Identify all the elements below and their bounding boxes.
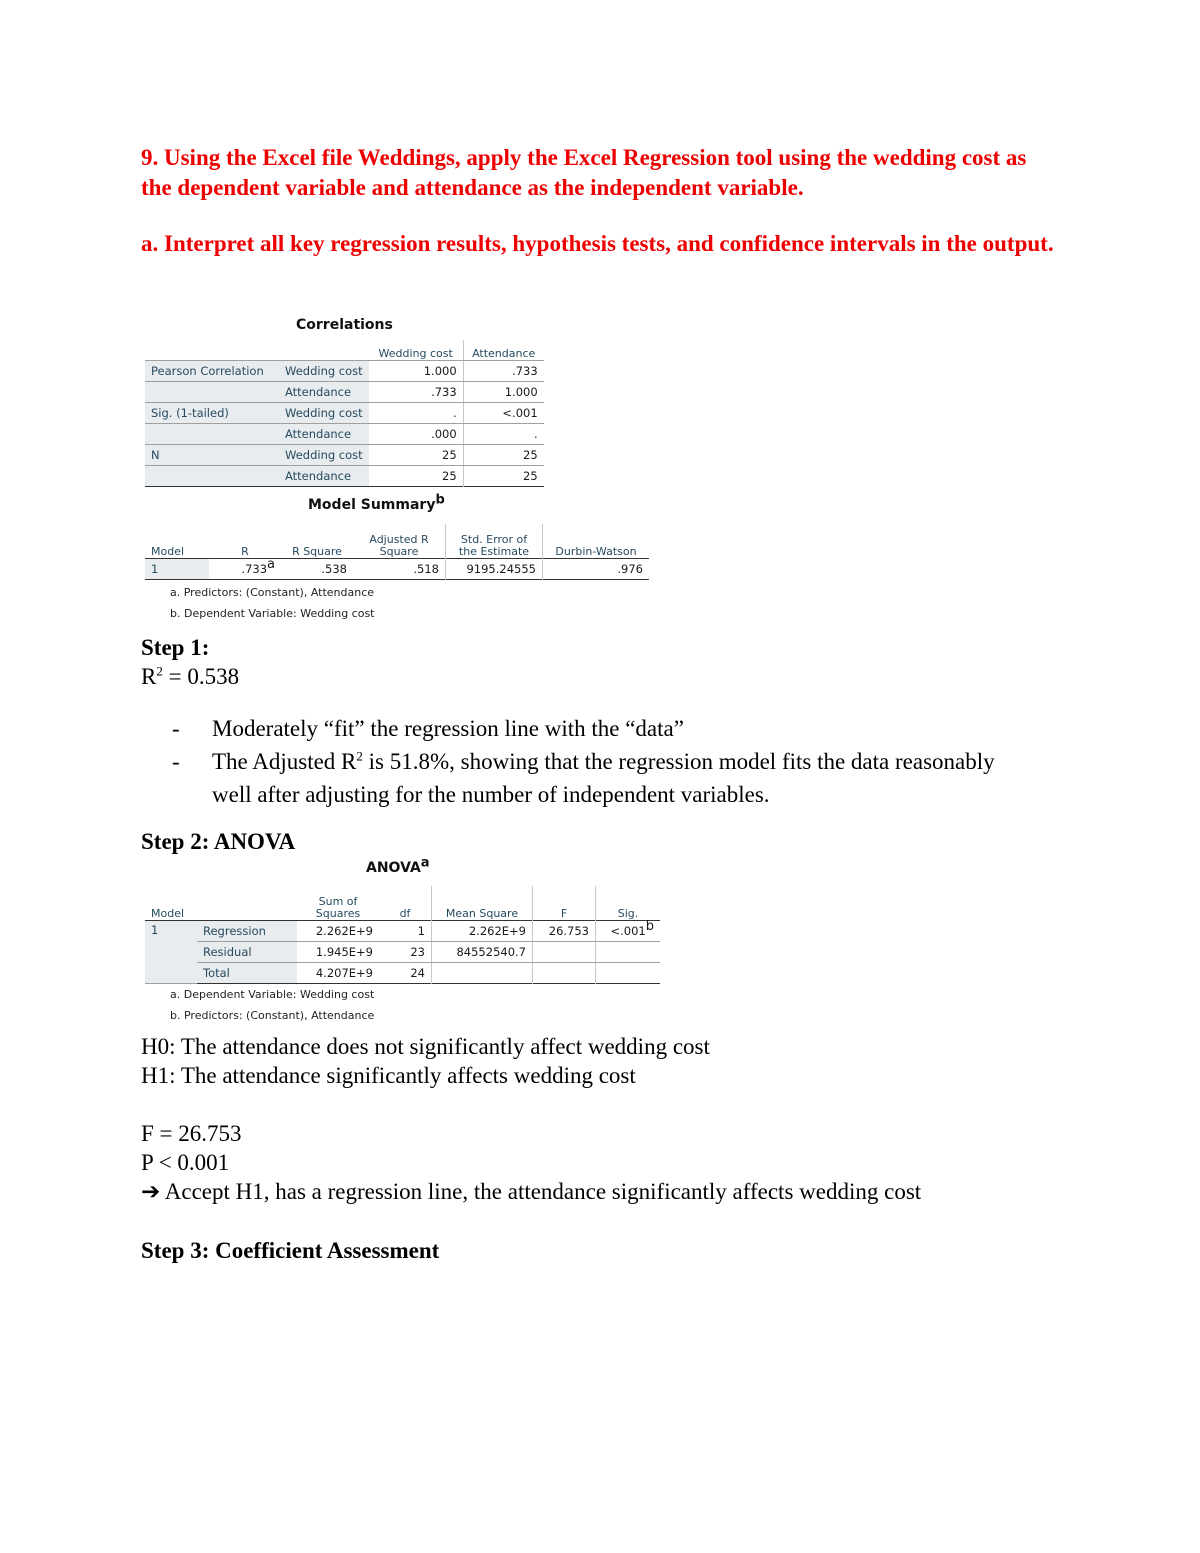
corr-group-label bbox=[145, 466, 279, 487]
corr-cell: <.001 bbox=[463, 403, 544, 424]
anova-ms: 2.262E+9 bbox=[432, 921, 533, 942]
anova-footnote-b: b. Predictors: (Constant), Attendance bbox=[170, 1009, 375, 1022]
anova-footnote-a: a. Dependent Variable: Wedding cost bbox=[170, 988, 375, 1001]
corr-var-label: Wedding cost bbox=[279, 445, 369, 466]
ms-header-durbin-watson: Durbin-Watson bbox=[543, 524, 650, 559]
anova-caption-sup: a bbox=[420, 855, 430, 871]
model-summary-table bbox=[145, 524, 649, 580]
anova-sig bbox=[596, 921, 661, 942]
result-p-value: P < 0.001 bbox=[141, 1150, 230, 1175]
corr-header-wedding-cost: Wedding cost bbox=[369, 340, 464, 361]
anova-caption bbox=[366, 855, 430, 876]
conclusion-text: Accept H1, has a regression line, the attendance significantly affects wedding cost bbox=[160, 1179, 922, 1204]
bullet-dash: - bbox=[172, 749, 180, 774]
anova-model-number: 1 bbox=[145, 921, 197, 984]
anova-sig bbox=[596, 942, 661, 963]
r2-value: = 0.538 bbox=[168, 664, 240, 689]
bullet-text: The Adjusted R bbox=[212, 749, 357, 774]
corr-var-label: Attendance bbox=[279, 466, 369, 487]
ms-header-std-error: Std. Error of the Estimate bbox=[446, 524, 543, 559]
corr-cell: 25 bbox=[369, 445, 464, 466]
corr-group-label: N bbox=[145, 445, 279, 466]
ms-r-sup: a bbox=[267, 557, 275, 573]
ms-header-model: Model bbox=[151, 545, 185, 558]
anova-row-label: Residual bbox=[197, 942, 297, 963]
anova-sig-sup: b bbox=[645, 919, 654, 935]
step2-heading: Step 2: ANOVA bbox=[141, 829, 296, 854]
anova-sig-text: <.001 bbox=[610, 924, 646, 938]
corr-cell: 25 bbox=[463, 445, 544, 466]
anova-df: 24 bbox=[410, 966, 425, 980]
question-title: 9. Using the Excel file Weddings, apply the Excel Regression tool using the wedding cost as the dependent variable and attendance as the independent variable. bbox=[141, 145, 1027, 200]
ms-header-adjusted-r-square: Adjusted R Square bbox=[369, 533, 429, 558]
step3-heading: Step 3: Coefficient Assessment bbox=[141, 1238, 440, 1263]
bullet-dash: - bbox=[172, 716, 180, 741]
correlations-table bbox=[145, 340, 544, 487]
anova-header-model: Model bbox=[151, 907, 185, 920]
corr-group-label: Pearson Correlation bbox=[145, 361, 279, 382]
anova-table bbox=[145, 886, 660, 984]
corr-cell: .000 bbox=[369, 424, 464, 445]
ms-footnote-b: b. Dependent Variable: Wedding cost bbox=[170, 607, 375, 620]
ms-header-r: R bbox=[241, 545, 249, 558]
anova-header-sig: Sig. bbox=[596, 886, 661, 921]
hypothesis-h0: H0: The attendance does not significantly affect wedding cost bbox=[141, 1034, 710, 1059]
result-f-statistic: F = 26.753 bbox=[141, 1121, 242, 1146]
ms-footnote-a: a. Predictors: (Constant), Attendance bbox=[170, 586, 375, 599]
anova-df: 1 bbox=[379, 921, 432, 942]
list-item bbox=[168, 745, 1028, 811]
anova-df: 23 bbox=[379, 942, 432, 963]
corr-group-label: Sig. (1-tailed) bbox=[145, 403, 279, 424]
bullet-text: is 51.8%, showing that the regression model fits the data reasonably well after adjusting for the number of independent variables. bbox=[212, 749, 995, 807]
anova-caption-text: ANOVA bbox=[366, 860, 421, 876]
corr-cell: 25 bbox=[463, 466, 544, 487]
anova-sig bbox=[596, 963, 661, 984]
question-part-a: a. Interpret all key regression results, hypothesis tests, and confidence intervals in the output. bbox=[141, 231, 1054, 256]
arrow-icon: ➔ bbox=[141, 1179, 161, 1204]
anova-f bbox=[533, 963, 596, 984]
anova-header-mean-square: Mean Square bbox=[432, 886, 533, 921]
anova-ss: 4.207E+9 bbox=[315, 966, 373, 980]
r2-label: R bbox=[141, 664, 157, 689]
ms-r-square-value: .538 bbox=[281, 559, 353, 580]
anova-header-df: df bbox=[399, 907, 411, 920]
corr-var-label: Attendance bbox=[279, 382, 369, 403]
corr-group-label bbox=[145, 424, 279, 445]
bullet-sup: 2 bbox=[356, 748, 363, 764]
ms-durbin-watson-value: .976 bbox=[543, 559, 650, 580]
model-summary-caption-sup: b bbox=[435, 492, 445, 508]
model-summary-caption bbox=[308, 492, 445, 513]
ms-header-r-square: R Square bbox=[292, 545, 342, 558]
anova-f bbox=[533, 942, 596, 963]
corr-cell: . bbox=[463, 424, 544, 445]
anova-ss: 2.262E+9 bbox=[297, 921, 379, 942]
corr-header-attendance: Attendance bbox=[463, 340, 544, 361]
correlations-caption: Correlations bbox=[296, 317, 393, 333]
ms-model-number: 1 bbox=[145, 559, 209, 580]
step1-heading: Step 1: bbox=[141, 635, 210, 660]
anova-row-label: Total bbox=[197, 963, 297, 984]
corr-var-label: Wedding cost bbox=[279, 403, 369, 424]
ms-adj-r-square-value: .518 bbox=[353, 559, 446, 580]
result-conclusion bbox=[141, 1178, 921, 1206]
model-summary-caption-text: Model Summary bbox=[308, 497, 436, 513]
anova-header-f: F bbox=[533, 886, 596, 921]
anova-f: 26.753 bbox=[533, 921, 596, 942]
anova-row-label: Regression bbox=[197, 921, 297, 942]
ms-r-text: .733 bbox=[241, 562, 268, 576]
anova-ms: 84552540.7 bbox=[432, 942, 533, 963]
corr-var-label: Wedding cost bbox=[279, 361, 369, 382]
bullet-text: Moderately “fit” the regression line with the “data” bbox=[212, 716, 684, 741]
ms-r-value bbox=[209, 559, 281, 580]
corr-cell: .733 bbox=[463, 361, 544, 382]
anova-header-sum-of-squares: Sum of Squares bbox=[315, 895, 361, 920]
corr-cell: 1.000 bbox=[369, 361, 464, 382]
list-item bbox=[168, 712, 1028, 745]
corr-var-label: Attendance bbox=[279, 424, 369, 445]
corr-group-label bbox=[145, 382, 279, 403]
anova-ms bbox=[432, 963, 533, 984]
corr-cell: .733 bbox=[369, 382, 464, 403]
anova-header-blank bbox=[197, 886, 297, 921]
corr-cell: 25 bbox=[442, 469, 457, 483]
corr-cell: 1.000 bbox=[463, 382, 544, 403]
ms-std-error-value: 9195.24555 bbox=[446, 559, 543, 580]
anova-ss: 1.945E+9 bbox=[297, 942, 379, 963]
step1-r-squared bbox=[141, 663, 239, 691]
r2-sup: 2 bbox=[156, 663, 163, 679]
hypothesis-h1: H1: The attendance significantly affects wedding cost bbox=[141, 1063, 636, 1088]
corr-cell: . bbox=[369, 403, 464, 424]
step1-bullet-list bbox=[168, 712, 1028, 811]
